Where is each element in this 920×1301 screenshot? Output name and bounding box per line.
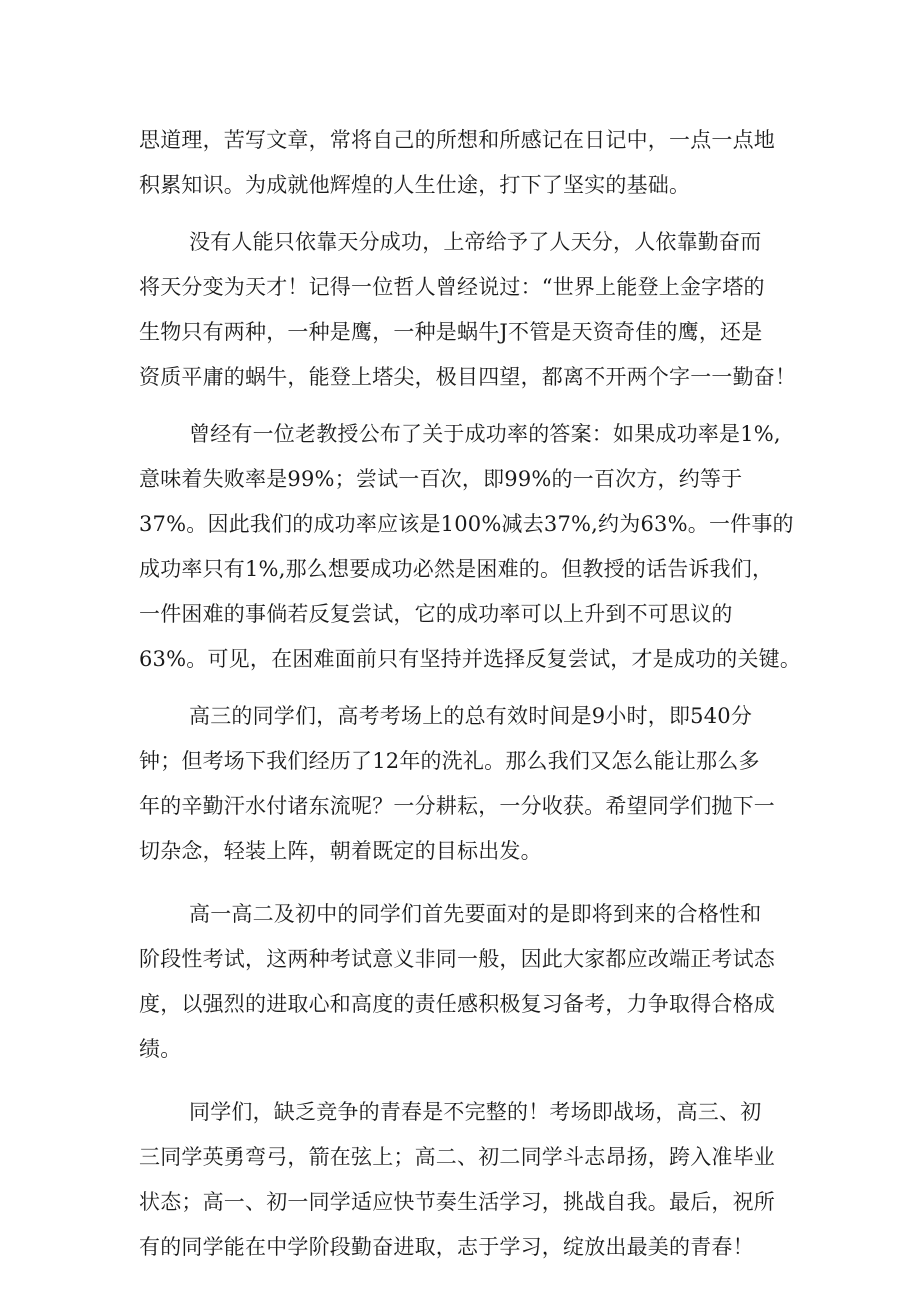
text-line: 钟；但考场下我们经历了12年的洗礼。那么我们又怎么能让那么多 bbox=[139, 749, 760, 773]
text-line: 37%。因此我们的成功率应该是100%减去37%,约为63%。一件事的 bbox=[139, 512, 794, 536]
text-line: 有的同学能在中学阶段勤奋进取，志于学习，绽放出最美的青春！ bbox=[139, 1235, 754, 1259]
paragraph bbox=[139, 1090, 799, 1270]
paragraph bbox=[139, 220, 799, 400]
text-line: 积累知识。为成就他辉煌的人生仕途，打下了坚实的基础。 bbox=[139, 173, 691, 197]
text-line: 思道理，苦写文章，常将自己的所想和所感记在日记中，一点一点地 bbox=[139, 128, 775, 152]
text-line: 资质平庸的蜗牛，能登上塔尖，极目四望，都离不开两个字一一勤奋！ bbox=[139, 365, 797, 389]
text-line: 将天分变为天才！记得一位哲人曾经说过：“世界上能登上金字塔的 bbox=[139, 275, 765, 299]
text-line: 一件困难的事倘若反复尝试，它的成功率可以上升到不可思议的 bbox=[139, 602, 733, 626]
text-line: 度，以强烈的进取心和高度的责任感积极复习备考，力争取得合格成 bbox=[139, 992, 775, 1016]
text-line: 同学们，缺乏竞争的青春是不完整的！考场即战场，高三、初 bbox=[189, 1100, 762, 1124]
text-line: 没有人能只依靠天分成功，上帝给予了人天分，人依靠勤奋而 bbox=[189, 230, 762, 254]
text-line: 曾经有一位老教授公布了关于成功率的答案：如果成功率是1%, bbox=[189, 422, 781, 446]
text-line: 高三的同学们，高考考场上的总有效时间是9小时，即540分 bbox=[189, 704, 753, 728]
text-line: 63%。可见，在困难面前只有坚持并选择反复尝试，才是成功的关键。 bbox=[139, 647, 802, 671]
paragraph bbox=[139, 892, 799, 1072]
text-line: 状态；高一、初一同学适应快节奏生活学习，挑战自我。最后，祝所 bbox=[139, 1190, 775, 1214]
paragraph bbox=[139, 694, 799, 874]
document-body bbox=[139, 118, 802, 1270]
text-line: 生物只有两种，一种是鹰，一种是蜗牛J不管是天资奇佳的鹰，还是 bbox=[139, 320, 763, 344]
paragraph bbox=[139, 412, 802, 682]
text-line: 切杂念，轻装上阵，朝着既定的目标出发。 bbox=[139, 839, 542, 863]
text-line: 阶段性考试，这两种考试意义非同一般，因此大家都应改端正考试态 bbox=[139, 947, 775, 971]
text-line: 意味着失败率是99%；尝试一百次，即99%的一百次方，约等于 bbox=[139, 467, 743, 491]
text-line: 成功率只有1%,那么想要成功必然是困难的。但教授的话告诉我们， bbox=[139, 557, 774, 581]
paragraph bbox=[139, 118, 799, 208]
text-line: 年的辛勤汗水付诸东流呢？一分耕耘，一分收获。希望同学们抛下一 bbox=[139, 794, 775, 818]
text-line: 高一高二及初中的同学们首先要面对的是即将到来的合格性和 bbox=[189, 902, 762, 926]
text-line: 三同学英勇弯弓，箭在弦上；高二、初二同学斗志昂扬，跨入准毕业 bbox=[139, 1145, 775, 1169]
text-line: 绩。 bbox=[139, 1037, 182, 1061]
